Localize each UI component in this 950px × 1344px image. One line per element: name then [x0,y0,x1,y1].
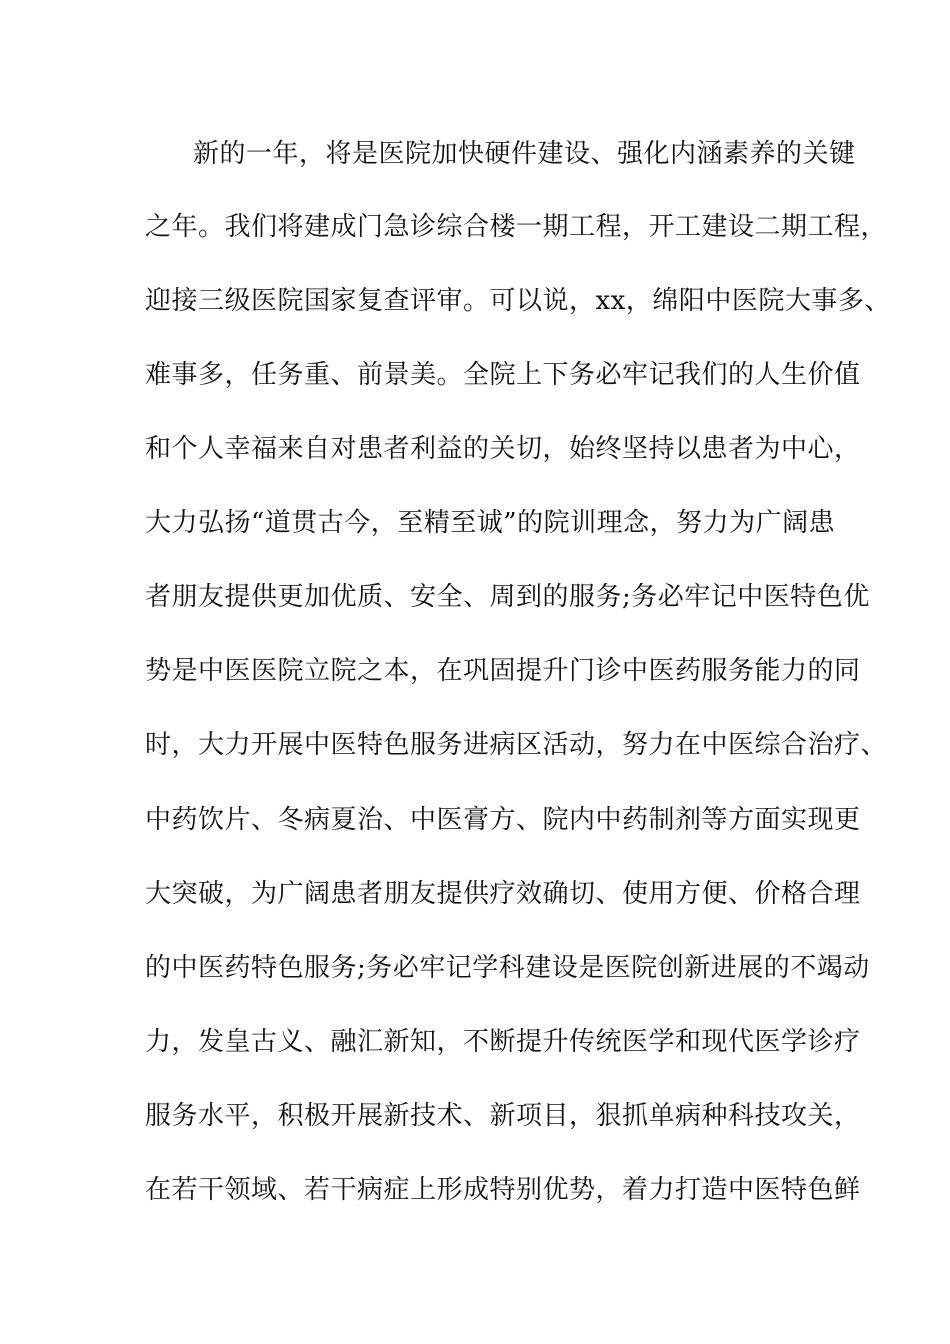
paragraph-line: 力，发皇古义、融汇新知，不断提升传统医学和现代医学诊疗 [145,1027,861,1057]
paragraph-line: 迎接三级医院国家复查评审。可以说，xx，绵阳中医院大事多、 [145,286,891,316]
paragraph-line: 之年。我们将建成门急诊综合楼一期工程，开工建设二期工程， [145,212,888,242]
paragraph-line: 服务水平，积极开展新技术、新项目，狠抓单病种科技攻关， [145,1101,861,1131]
paragraph-line: 者朋友提供更加优质、安全、周到的服务;务必牢记中医特色优 [145,582,870,612]
paragraph-line: 和个人幸福来自对患者利益的关切，始终坚持以患者为中心， [145,434,861,464]
paragraph-line: 难事多，任务重、前景美。全院上下务必牢记我们的人生价值 [145,360,861,390]
paragraph-line: 中药饮片、冬病夏治、中医膏方、院内中药制剂等方面实现更 [145,805,861,835]
paragraph-line: 时，大力开展中医特色服务进病区活动，努力在中医综合治疗、 [145,730,888,760]
paragraph-line: 大突破，为广阔患者朋友提供疗效确切、使用方便、价格合理 [145,879,861,909]
paragraph-line: 在若干领域、若干病症上形成特别优势，着力打造中医特色鲜 [145,1175,861,1205]
paragraph-line: 的中医药特色服务;务必牢记学科建设是医院创新进展的不竭动 [145,953,870,983]
paragraph-line: 大力弘扬“道贯古今，至精至诚”的院训理念，努力为广阔患 [145,508,836,538]
paragraph-line: 势是中医医院立院之本，在巩固提升门诊中医药服务能力的同 [145,656,861,686]
paragraph-line: 新的一年，将是医院加快硬件建设、强化内涵素养的关键 [193,139,856,169]
